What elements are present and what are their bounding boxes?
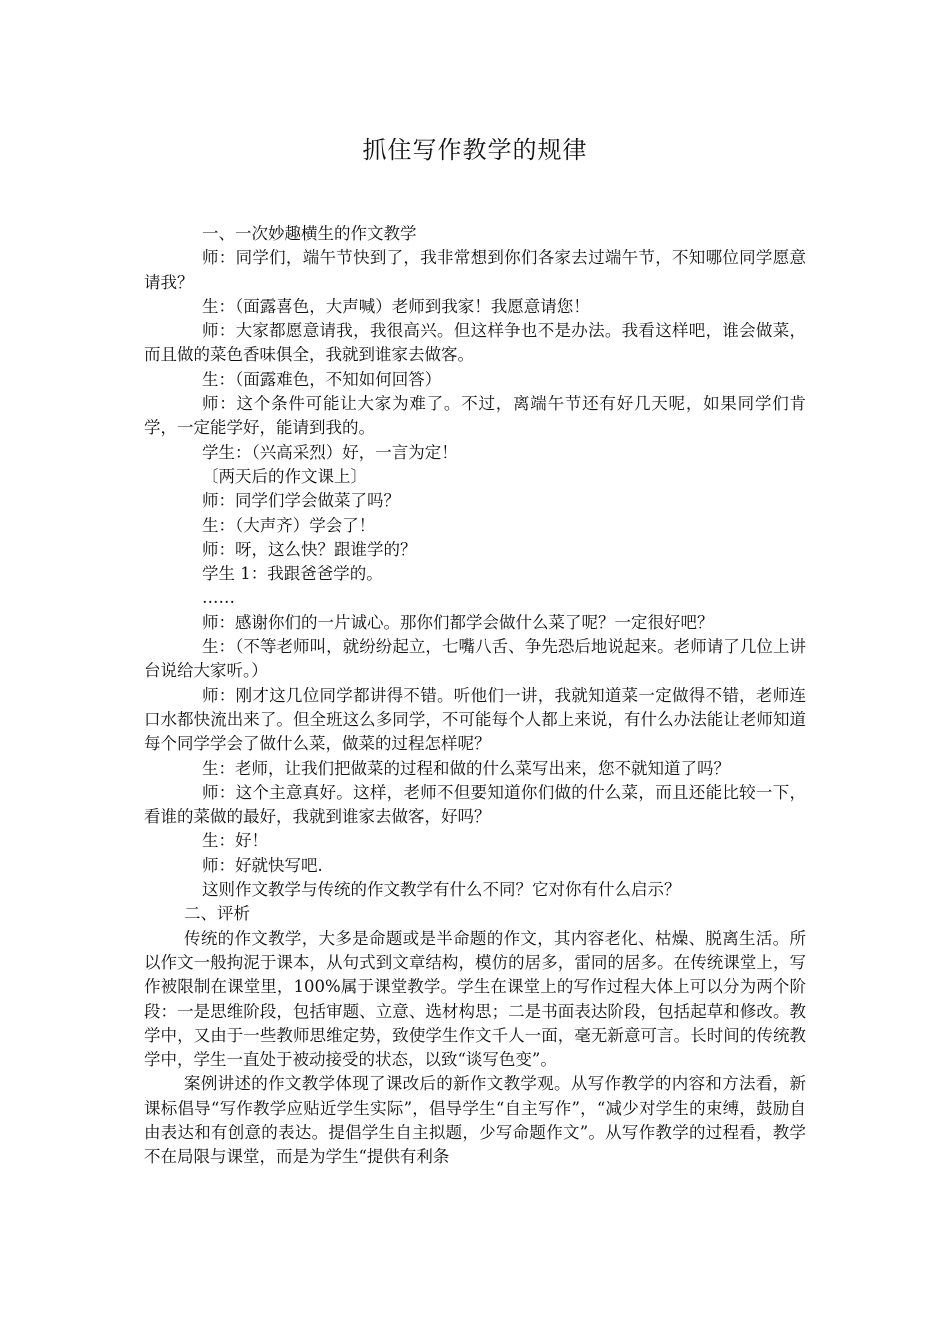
- paragraph: 师：呀，这么快？跟谁学的？: [202, 539, 417, 559]
- paragraph: 师：同学们，端午节快到了，我非常想到你们各家去过端午节，不知哪位同学愿意请我？: [144, 248, 806, 292]
- paragraph: 生：（大声齐）学会了！: [202, 515, 376, 535]
- paragraph: 学生：（兴高采烈）好，一言为定！: [202, 442, 458, 462]
- paragraph: ……: [202, 588, 235, 608]
- paragraph: 生：老师，让我们把做菜的过程和做的什么菜写出来，您不就知道了吗？: [202, 758, 730, 778]
- paragraph: 二、评析: [184, 904, 250, 924]
- paragraph: 一、一次妙趣横生的作文教学: [202, 224, 417, 243]
- paragraph: 生：（不等老师叫，就纷纷起立，七嘴八舌、争先恐后地说起来。老师请了几位上讲台说给大家听。）: [144, 637, 806, 681]
- paragraph: 案例讲述的作文教学体现了课改后的新作文教学观。从写作教学的内容和方法看，新课标倡导“写作教学应贴近学生实际”，倡导学生“自主写作”，“减少对学生的束缚，鼓励自由表达和有创意的表达。提倡学生自主拟题，少写命题作文”。从写作教学的过程看，教学不在局限与课堂，而是为学生“提供有利条: [144, 1074, 806, 1167]
- paragraph: 师：好就快写吧.: [202, 855, 323, 875]
- paragraph: 生：好！: [202, 831, 268, 851]
- paragraph: 学生 1：我跟爸爸学的。: [202, 564, 383, 584]
- paragraph: 师：同学们学会做菜了吗？: [202, 491, 400, 511]
- paragraph: 师：这个条件可能让大家为难了。不过，离端午节还有好几天呢，如果同学们肯学，一定能学好，能请到我的。: [144, 394, 806, 438]
- paragraph: 〔两天后的作文课上〕: [202, 466, 367, 486]
- document-body: [144, 222, 806, 1170]
- paragraph: 师：刚才这几位同学都讲得不错。听他们一讲，我就知道菜一定做得不错，老师连口水都快流出来了。但全班这么多同学，不可能每个人都上来说，有什么办法能让老师知道每个同学学会了做什么菜，做菜的过程怎样呢？: [144, 685, 806, 754]
- paragraph: 这则作文教学与传统的作文教学有什么不同？它对你有什么启示？: [202, 880, 681, 900]
- paragraph: 师：感谢你们的一片诚心。那你们都学会做什么菜了呢？一定很好吧？: [202, 612, 714, 632]
- paragraph: 师：大家都愿意请我，我很高兴。但这样争也不是办法。我看这样吧，谁会做菜，而且做的菜色香味俱全，我就到谁家去做客。: [144, 321, 806, 365]
- page-title: 抓住写作教学的规律: [362, 136, 588, 164]
- paragraph: 生：（面露喜色，大声喊）老师到我家！我愿意请您！: [202, 296, 590, 316]
- paragraph: 师：这个主意真好。这样，老师不但要知道你们做的什么菜，而且还能比较一下，看谁的菜做的最好，我就到谁家去做客，好吗？: [144, 782, 806, 827]
- paragraph: 传统的作文教学，大多是命题或是半命题的作文，其内容老化、枯燥、脱离生活。所以作文一般拘泥于课本，从句式到文章结构，模仿的居多，雷同的居多。在传统课堂上，写作被限制在课堂里，100%属于课堂教学。学生在课堂上的写作过程大体上可以分为两个阶段：一是思维阶段，包括审题、立意、选材构思；二是书面表达阶段，包括起草和修改。教学中，又由于一些教师思维定势，致使学生作文千人一面，毫无新意可言。长时间的传统教学中，学生一直处于被动接受的状态，以致“谈写色变”。: [144, 928, 806, 1070]
- paragraph: 生：（面露难色，不知如何回答）: [202, 369, 442, 389]
